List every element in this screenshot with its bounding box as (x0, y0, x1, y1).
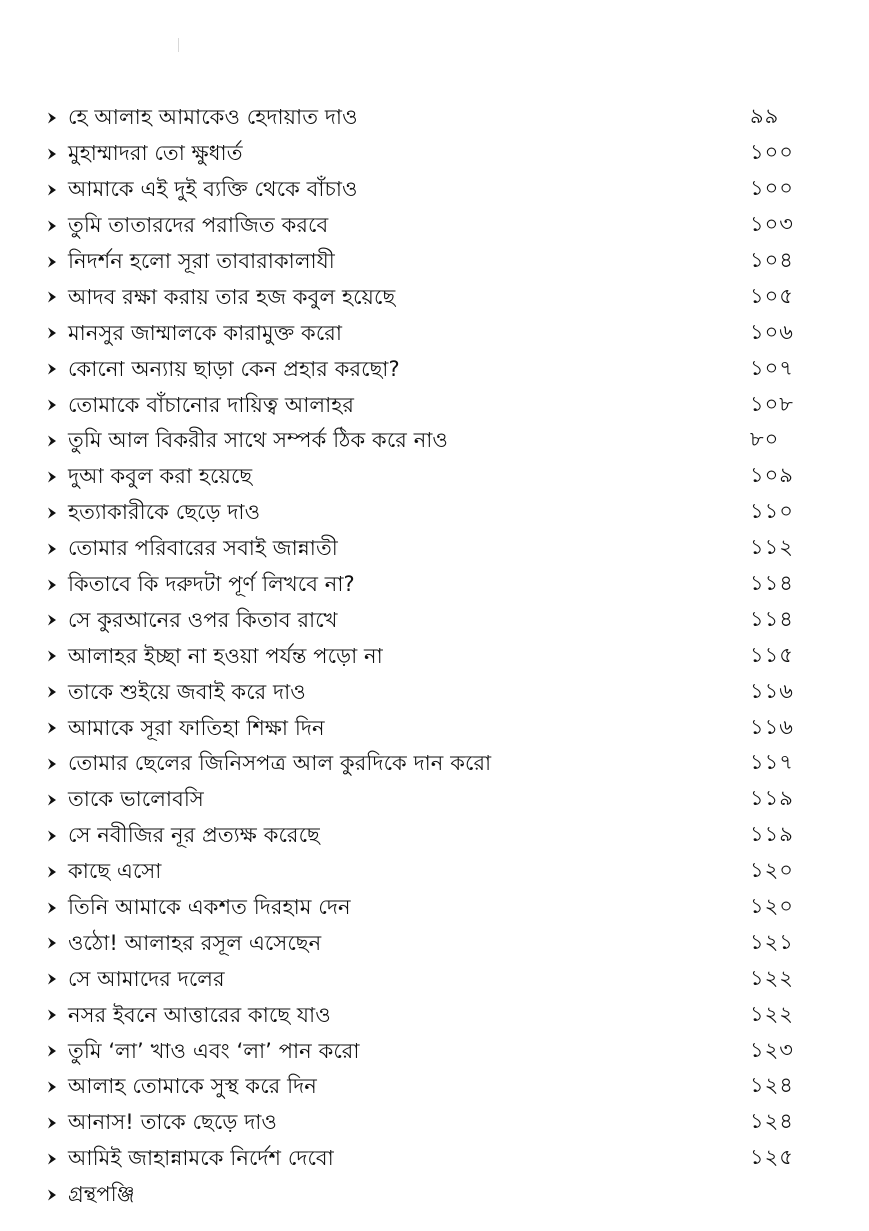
toc-entry-page-number: ১১৬ (750, 678, 794, 703)
toc-entry (46, 818, 816, 854)
toc-entry (46, 854, 816, 890)
toc-entry (46, 351, 816, 387)
toc-entry-page-number: ১১৭ (750, 750, 794, 775)
bullet-arrow-icon (46, 506, 58, 520)
toc-entry-title: আমিই জাহান্নামকে নির্দেশ দেবো (68, 1146, 334, 1171)
toc-entry-title: আদব রক্ষা করায় তার হজ কবুল হয়েছে (68, 284, 396, 309)
toc-entry (46, 244, 816, 280)
toc-entry-page-number: ১২৩ (750, 1037, 794, 1062)
toc-entry-page-number: ১২৪ (750, 1073, 794, 1098)
bullet-arrow-icon (46, 183, 58, 197)
bullet-arrow-icon (46, 1152, 58, 1166)
toc-entry (46, 925, 816, 961)
bullet-arrow-icon (46, 470, 58, 484)
toc-entry-title: আমাকে সূরা ফাতিহা শিক্ষা দিন (68, 715, 325, 740)
toc-entry-title: মানসুর জাম্মালকে কারামুক্ত করো (68, 320, 343, 345)
bullet-arrow-icon (46, 362, 58, 376)
toc-entry-page-number: ১০৭ (750, 355, 794, 380)
bullet-arrow-icon (46, 1080, 58, 1094)
bullet-arrow-icon (46, 1116, 58, 1130)
toc-entry-title: ওঠো! আলাহর রসূল এসেছেন (68, 930, 322, 955)
toc-entry-title: সে নবীজির নূর প্রত্যক্ষ করেছে (68, 823, 320, 848)
bullet-arrow-icon (46, 1044, 58, 1058)
toc-entry-page-number: ১২২ (750, 965, 794, 990)
toc-entry-title: তাকে ভালোবসি (68, 787, 204, 812)
toc-entry-title: মুহাম্মাদরা তো ক্ষুধার্ত (68, 141, 243, 166)
toc-entry-title: দুআ কবুল করা হয়েছে (68, 464, 253, 489)
bullet-arrow-icon (46, 111, 58, 125)
bullet-arrow-icon (46, 685, 58, 699)
toc-entry-page-number: ৮০ (750, 427, 780, 452)
bullet-arrow-icon (46, 972, 58, 986)
toc-entry-title: নসর ইবনে আত্তারের কাছে যাও (68, 1002, 331, 1027)
toc-entry-title: নিদর্শন হলো সূরা তাবারাকালাযী (68, 249, 335, 273)
toc-entry (46, 1141, 816, 1177)
toc-entry-page-number: ৯৯ (750, 104, 780, 129)
toc-entry-title: তাকে শুইয়ে জবাই করে দাও (68, 679, 306, 704)
bullet-arrow-icon (46, 147, 58, 161)
toc-entry (46, 1177, 816, 1213)
toc-entry (46, 423, 816, 459)
toc-entry (46, 315, 816, 351)
toc-entry (46, 1033, 816, 1069)
toc-entry (46, 782, 816, 818)
toc-entry (46, 602, 816, 638)
toc-entry-title: গ্রন্থপঞ্জি (68, 1182, 135, 1207)
toc-entry-page-number: ১০০ (750, 176, 794, 201)
toc-entry (46, 100, 816, 136)
bullet-arrow-icon (46, 542, 58, 556)
toc-entry-title: আলাহর ইচ্ছা না হওয়া পর্যন্ত পড়ো না (68, 643, 383, 668)
toc-entry (46, 674, 816, 710)
toc-entry-page-number: ১১৬ (750, 714, 794, 739)
bullet-arrow-icon (46, 326, 58, 340)
toc-entry-page-number: ১২১ (750, 929, 794, 954)
toc-entry-page-number: ১২৪ (750, 1109, 794, 1134)
bullet-arrow-icon (46, 901, 58, 915)
toc-entry-page-number: ১২৫ (750, 1145, 794, 1170)
toc-entry-page-number: ১০৫ (750, 283, 794, 308)
toc-entry-title: তোমার ছেলের জিনিসপত্র আল কুরদিকে দান করো (68, 751, 492, 776)
bullet-arrow-icon (46, 865, 58, 879)
toc-entry (46, 746, 816, 782)
toc-entry-page-number: ১১৫ (750, 642, 794, 667)
bullet-arrow-icon (46, 1008, 58, 1022)
toc-entry (46, 208, 816, 244)
toc-entry (46, 279, 816, 315)
toc-entry-page-number: ১১৪ (750, 606, 794, 631)
toc-entry (46, 387, 816, 423)
toc-entry-page-number: ১০৬ (750, 319, 794, 344)
toc-entry-title: কোনো অন্যায় ছাড়া কেন প্রহার করছো? (68, 356, 400, 381)
toc-entry-page-number: ১১০ (750, 499, 794, 524)
toc-entry-title: তোমার পরিবারের সবাই জান্নাতী (68, 536, 338, 561)
scan-mark (178, 38, 179, 52)
toc-entry (46, 495, 816, 531)
bullet-arrow-icon (46, 757, 58, 771)
bullet-arrow-icon (46, 721, 58, 735)
bullet-arrow-icon (46, 578, 58, 592)
toc-entry-page-number: ১০৩ (750, 212, 794, 237)
table-of-contents (46, 100, 816, 1213)
toc-entry (46, 172, 816, 208)
toc-entry (46, 638, 816, 674)
bullet-arrow-icon (46, 398, 58, 412)
toc-entry-title: সে আমাদের দলের (68, 966, 225, 991)
toc-entry-page-number: ১২০ (750, 858, 794, 883)
toc-entry-page-number: ১২০ (750, 894, 794, 919)
toc-entry (46, 531, 816, 567)
toc-entry-page-number: ১০৯ (750, 463, 794, 488)
toc-entry-title: কাছে এসো (68, 859, 162, 884)
bullet-arrow-icon (46, 1188, 58, 1202)
toc-entry-page-number: ১১৯ (750, 786, 794, 811)
toc-entry-title: আমাকে এই দুই ব্যক্তি থেকে বাঁচাও (68, 177, 358, 202)
bullet-arrow-icon (46, 434, 58, 448)
toc-entry (46, 567, 816, 603)
bullet-arrow-icon (46, 613, 58, 627)
bullet-arrow-icon (46, 649, 58, 663)
toc-entry-page-number: ১০৪ (750, 248, 794, 272)
toc-entry-title: তোমাকে বাঁচানোর দায়িত্ব আলাহর (68, 392, 355, 417)
toc-entry (46, 459, 816, 495)
toc-entry-page-number: ১০০ (750, 140, 794, 165)
toc-entry-title: হত্যাকারীকে ছেড়ে দাও (68, 500, 261, 525)
toc-entry-title: আনাস! তাকে ছেড়ে দাও (68, 1110, 277, 1135)
toc-entry-title: কিতাবে কি দরুদটা পূর্ণ লিখবে না? (68, 572, 355, 597)
toc-entry-title: তুমি ‘লা’ খাও এবং ‘লা’ পান করো (68, 1038, 360, 1063)
toc-entry-title: সে কুরআনের ওপর কিতাব রাখে (68, 607, 338, 632)
toc-entry (46, 890, 816, 926)
bullet-arrow-icon (46, 219, 58, 233)
toc-entry-title: আলাহ তোমাকে সুস্থ করে দিন (68, 1074, 317, 1099)
toc-entry (46, 961, 816, 997)
bullet-arrow-icon (46, 793, 58, 807)
toc-entry-page-number: ১১৪ (750, 571, 794, 596)
toc-entry-title: তুমি আল বিকরীর সাথে সম্পর্ক ঠিক করে নাও (68, 428, 448, 453)
toc-entry-title: হে আলাহ আমাকেও হেদায়াত দাও (68, 105, 358, 130)
bullet-arrow-icon (46, 936, 58, 950)
bullet-arrow-icon (46, 829, 58, 843)
toc-entry (46, 1069, 816, 1105)
toc-entry-title: তুমি তাতারদের পরাজিত করবে (68, 213, 329, 238)
bullet-arrow-icon (46, 290, 58, 304)
toc-entry (46, 710, 816, 746)
toc-entry-page-number: ১১২ (750, 535, 794, 560)
toc-entry-title: তিনি আমাকে একশত দিরহাম দেন (68, 895, 351, 920)
toc-entry-page-number: ১২২ (750, 1001, 794, 1026)
toc-entry (46, 1105, 816, 1141)
bullet-arrow-icon (46, 255, 58, 269)
toc-entry-page-number: ১১৯ (750, 822, 794, 847)
toc-entry (46, 136, 816, 172)
toc-entry-page-number: ১০৮ (750, 391, 794, 416)
toc-entry (46, 997, 816, 1033)
